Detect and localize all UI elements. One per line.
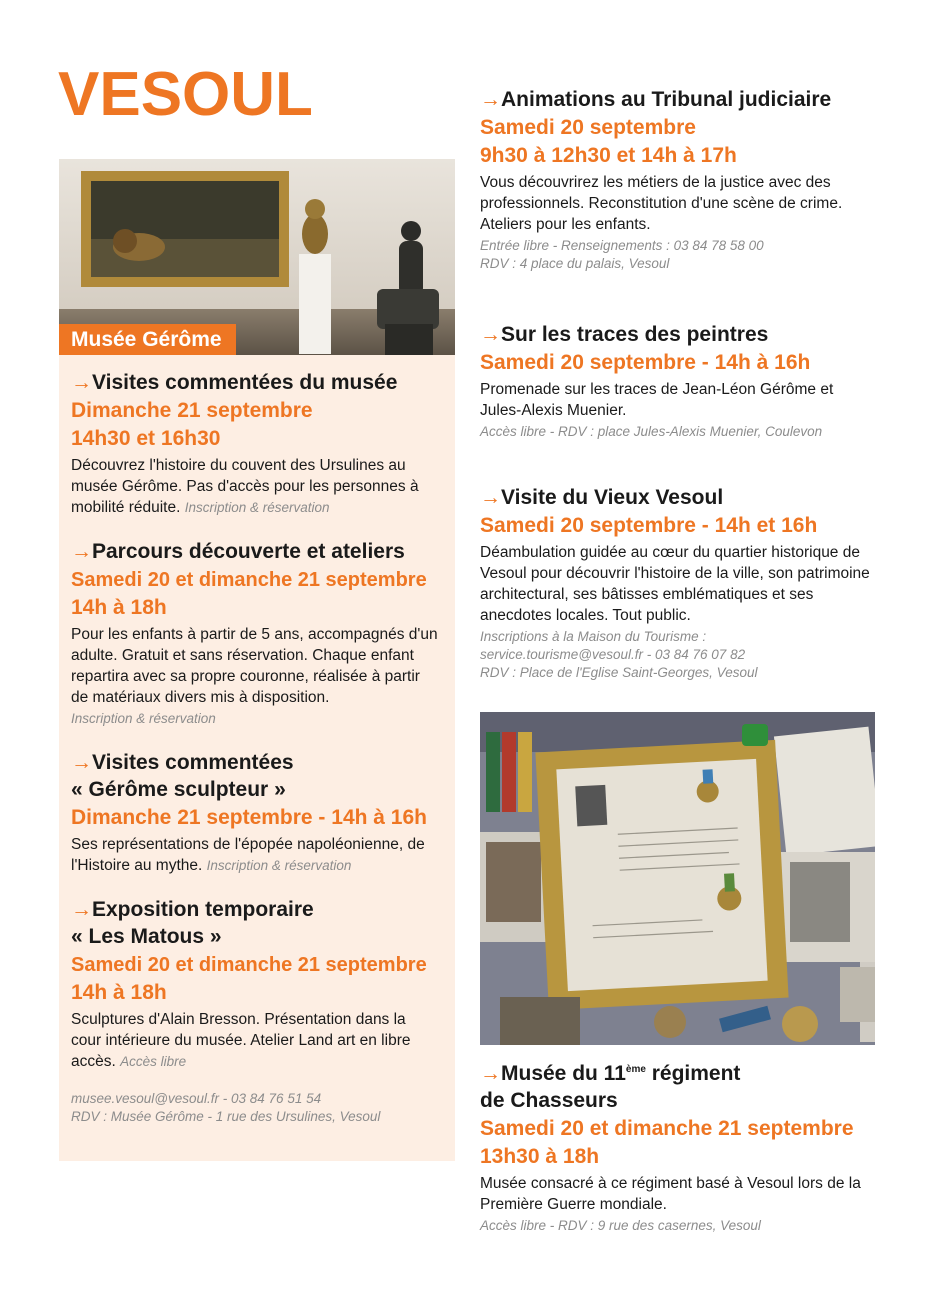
event-title: Musée du 11 (501, 1062, 626, 1085)
event-title: Parcours découverte et ateliers (92, 540, 405, 563)
arrow-icon: → (480, 486, 501, 509)
event-description: Déambulation guidée au cœur du quartier historique de Vesoul pour découvrir l'histoire de la ville, son patrimoine architectural, ses bâtisses emblématiques et ses anecdotes locales. Tout public. (480, 544, 870, 624)
museum-label: Musée Gérôme (59, 324, 236, 355)
event-info: Inscription & réservation (184, 500, 330, 515)
arrow-icon: → (480, 88, 501, 111)
event-title-end: régiment (645, 1062, 741, 1085)
event-subtitle: « Les Matous » (71, 925, 222, 948)
event-parcours-decouverte (71, 538, 451, 728)
event-musee-11e-regiment (480, 1060, 880, 1235)
event-info: Inscriptions à la Maison du Tourisme : (480, 629, 707, 644)
event-title-superscript: ème (625, 1064, 646, 1075)
museum-contact-address: RDV : Musée Gérôme - 1 rue des Ursulines, Vesoul (71, 1109, 381, 1124)
event-subtitle: de Chasseurs (480, 1089, 618, 1112)
event-description: Pour les enfants à partir de 5 ans, accompagnés d'un adulte. Gratuit et sans réservation. Chaque enfant repartira avec sa propre couronne, réalisée à partir de matériaux divers mis à disposition. (71, 626, 438, 706)
event-address: RDV : 4 place du palais, Vesoul (480, 256, 670, 271)
event-title: Sur les traces des peintres (501, 323, 769, 346)
page-title: VESOUL (58, 60, 313, 129)
event-info: Accès libre (120, 1054, 187, 1069)
musee-regiment-photo (480, 712, 875, 1045)
event-time: 14h à 18h (71, 596, 167, 619)
event-info: Inscription & réservation (206, 858, 352, 873)
event-title: Visite du Vieux Vesoul (501, 486, 724, 509)
event-contact: service.tourisme@vesoul.fr - 03 84 76 07 82 (480, 647, 746, 662)
event-date: Samedi 20 septembre - 14h et 16h (480, 514, 818, 537)
arrow-icon: → (480, 1062, 501, 1085)
event-time: 9h30 à 12h30 et 14h à 17h (480, 144, 737, 167)
museum-contact-email-phone: musee.vesoul@vesoul.fr - 03 84 76 51 54 (71, 1091, 322, 1106)
event-date: Samedi 20 septembre - 14h à 16h (480, 351, 811, 374)
event-date: Samedi 20 septembre (480, 116, 696, 139)
event-vieux-vesoul (480, 484, 880, 682)
arrow-icon: → (71, 751, 92, 774)
event-description: Vous découvrirez les métiers de la justice avec des professionnels. Reconstitution d'une scène de crime. Ateliers pour les enfants. (480, 174, 843, 233)
event-time: 14h à 18h (71, 981, 167, 1004)
event-subtitle: « Gérôme sculpteur » (71, 778, 286, 801)
event-date: Samedi 20 et dimanche 21 septembre (71, 954, 427, 976)
event-gerome-sculpteur (71, 749, 451, 876)
event-info: Accès libre - RDV : 9 rue des casernes, Vesoul (480, 1218, 761, 1233)
event-title: Exposition temporaire (92, 898, 314, 921)
event-time: 13h30 à 18h (480, 1145, 600, 1168)
event-description: Sculptures d'Alain Bresson. Présentation dans la cour intérieure du musée. Atelier Land art en libre accès. (71, 1011, 411, 1070)
event-date: Samedi 20 et dimanche 21 septembre (480, 1117, 854, 1140)
event-date: Samedi 20 et dimanche 21 septembre (71, 569, 427, 591)
event-description: Promenade sur les traces de Jean-Léon Gérôme et Jules-Alexis Muenier. (480, 381, 834, 419)
event-description: Ses représentations de l'épopée napoléonienne, de l'Histoire au mythe. (71, 836, 425, 874)
event-info: Accès libre - RDV : place Jules-Alexis Muenier, Coulevon (480, 424, 823, 439)
event-address: RDV : Place de l'Eglise Saint-Georges, Vesoul (480, 665, 758, 680)
event-title: Visites commentées du musée (92, 371, 398, 394)
arrow-icon: → (71, 540, 92, 563)
event-info: Inscription & réservation (71, 711, 216, 726)
event-traces-des-peintres (480, 321, 880, 441)
arrow-icon: → (71, 371, 92, 394)
museum-contact (71, 1090, 451, 1126)
event-description: Musée consacré à ce régiment basé à Vesoul lors de la Première Guerre mondiale. (480, 1175, 861, 1213)
event-tribunal-judiciaire (480, 86, 880, 273)
event-title: Visites commentées (92, 751, 294, 774)
event-description: Découvrez l'histoire du couvent des Ursulines au musée Gérôme. Pas d'accès pour les personnes à mobilité réduite. (71, 457, 419, 516)
event-info: Entrée libre - Renseignements : 03 84 78 58 00 (480, 238, 764, 253)
event-date: Dimanche 21 septembre - 14h à 16h (71, 806, 427, 829)
event-visites-commentees-musee (71, 369, 451, 518)
event-time: 14h30 et 16h30 (71, 427, 221, 450)
arrow-icon: → (71, 898, 92, 921)
event-title: Animations au Tribunal judiciaire (501, 88, 832, 111)
event-exposition-les-matous (71, 896, 451, 1072)
event-date: Dimanche 21 septembre (71, 399, 313, 422)
arrow-icon: → (480, 323, 501, 346)
